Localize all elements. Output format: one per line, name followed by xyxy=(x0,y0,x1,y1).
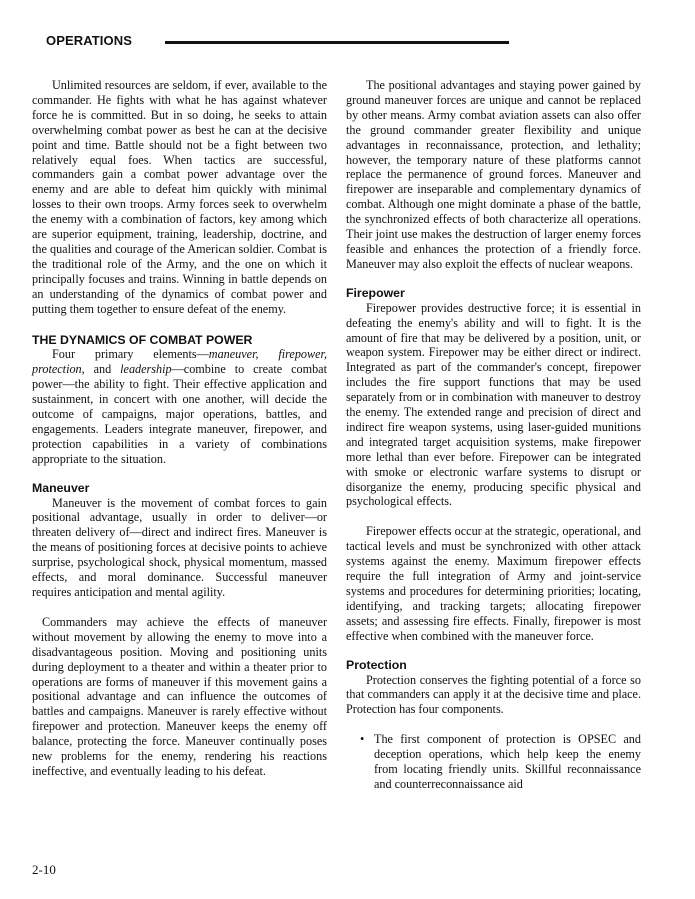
bullet-icon: • xyxy=(360,732,365,747)
italic-run: maneuver, firepower, protection xyxy=(32,347,327,377)
subsection-heading-firepower: Firepower xyxy=(346,285,405,300)
intro-paragraph: Unlimited resources are seldom, if ever, available to the commander. He fights with what he has against whatever force he is committed. But in so doing, he seeks to attain overwhelming combat power as best he can at the decisive point and time. Battle should not be a fight between two relatively equal foes. When tactics are successful, commanders gain a combat power advantage over the enemy and are able to defeat him quickly with minimal losses to their own troops. Army forces seek to overwhelm the enemy with a combination of factors, key among which are superior equipment, training, leadership, doctrine, and the qualities and courage of the American soldier. Combat is the traditional role of the Army, and the one on which it principally focuses and trains. Winning in battle depends on an understanding of the dynamics of combat power and putting them together to ensure defeat of the enemy. xyxy=(32,78,327,316)
running-head-title: OPERATIONS xyxy=(46,32,132,48)
subsection-heading-protection: Protection xyxy=(346,657,407,672)
bullet-text: The first component of protection is OPSEC and deception operations, which help keep the enemy from locating friendly units. Skillful reconnaissance and counterreconnaissance aid xyxy=(374,732,641,791)
right-column xyxy=(346,78,641,792)
subsection-heading-maneuver: Maneuver xyxy=(32,480,90,495)
paragraph-gap xyxy=(346,509,641,524)
maneuver-paragraph-1: Maneuver is the movement of combat forces to gain positional advantage, usually in order to deliver—or threaten delivery of—direct and indirect fires. Maneuver is the means of positioning forces at decisive points to achieve surprise, psychological shock, physical momentum, massed effects, and moral dominance. Successful maneuver requires anticipation and mental agility. xyxy=(32,495,327,599)
paragraph-gap xyxy=(346,717,641,732)
text-run: Four primary elements— xyxy=(52,347,209,362)
maneuver-paragraph-3: The positional advantages and staying power gained by ground maneuver forces are unique and cannot be replaced by other means. Army combat aviation assets can also offer the ground commander greater flexibility and unique advantages in reconnaissance, protection, and lethality; however, the temporary nature of these platforms cannot replace the permanence of ground forces. Maneuver and firepower are inseparable and complementary dynamics of combat. Although one might dominate a phase of the battle, the synchronized effects of both characterize all operations. Their joint use makes the destruction of larger enemy forces feasible and enhances the protection of a friendly force. Maneuver may also exploit the effects of nuclear weapons. xyxy=(346,78,641,271)
paragraph-gap xyxy=(32,600,327,615)
dynamics-paragraph xyxy=(32,347,327,466)
bullet-list-item xyxy=(360,732,641,792)
firepower-paragraph-2: Firepower effects occur at the strategic, operational, and tactical levels and must be synchronized with other attack systems against the enemy. Maximum firepower effects require the full integration of Army and joint-service systems and procedures for determining priorities; locating, identifying, and tracking targets; allocating firepower assets; and assessing fire effects. Finally, firepower is most effective when combined with the maneuver force. xyxy=(346,524,641,643)
section-heading-dynamics: THE DYNAMICS OF COMBAT POWER xyxy=(32,332,253,347)
text-run: , and xyxy=(81,362,121,377)
left-column xyxy=(32,78,327,779)
maneuver-paragraph-2: Commanders may achieve the effects of maneuver without movement by allowing the enemy to move into a disadvantageous position. Moving and positioning units during deployment to a theater and within a theater prior to operations are forms of maneuver if this movement gains a positional advantage and can influence the outcomes of battles and campaigns. Maneuver is rarely effective without firepower and protection. Maneuver keeps the enemy off balance, protecting the force. Maneuver continually poses new problems for the enemy, rendering his reactions ineffective, and eventually leading to his defeat. xyxy=(32,614,327,778)
running-head xyxy=(46,31,462,49)
text-run: —combine to create combat power—the ability to fight. Their effective application and sustainment, in concert with one another, will decide the outcome of campaigns, major operations, battles, and engagements. Leaders integrate maneuver, firepower, and protection capabilities in a variety of combinations appropriate to the situation. xyxy=(32,362,327,466)
header-rule xyxy=(165,41,509,44)
page-number: 2-10 xyxy=(32,862,56,877)
italic-run: leadership xyxy=(120,362,172,377)
protection-paragraph: Protection conserves the fighting potential of a force so that commanders can apply it at the decisive time and place. Protection has four components. xyxy=(346,672,641,717)
firepower-paragraph-1: Firepower provides destructive force; it is essential in defeating the enemy's ability and will to fight. It is the amount of fire that may be delivered by a position, unit, or weapon system. Firepower may be either direct or indirect. Integrated as part of the commander's concept, firepower includes the fire support functions that may be used separately from or in combination with maneuver to destroy the enemy. The extended range and precision of direct and indirect fire weapon systems, using laser-guided munitions and integrated target acquisition systems, make firepower more lethal than ever before. Firepower can be integrated with smoke or electronic warfare systems to disrupt or disorganize the enemy, producing specific physical and psychological effects. xyxy=(346,300,641,509)
